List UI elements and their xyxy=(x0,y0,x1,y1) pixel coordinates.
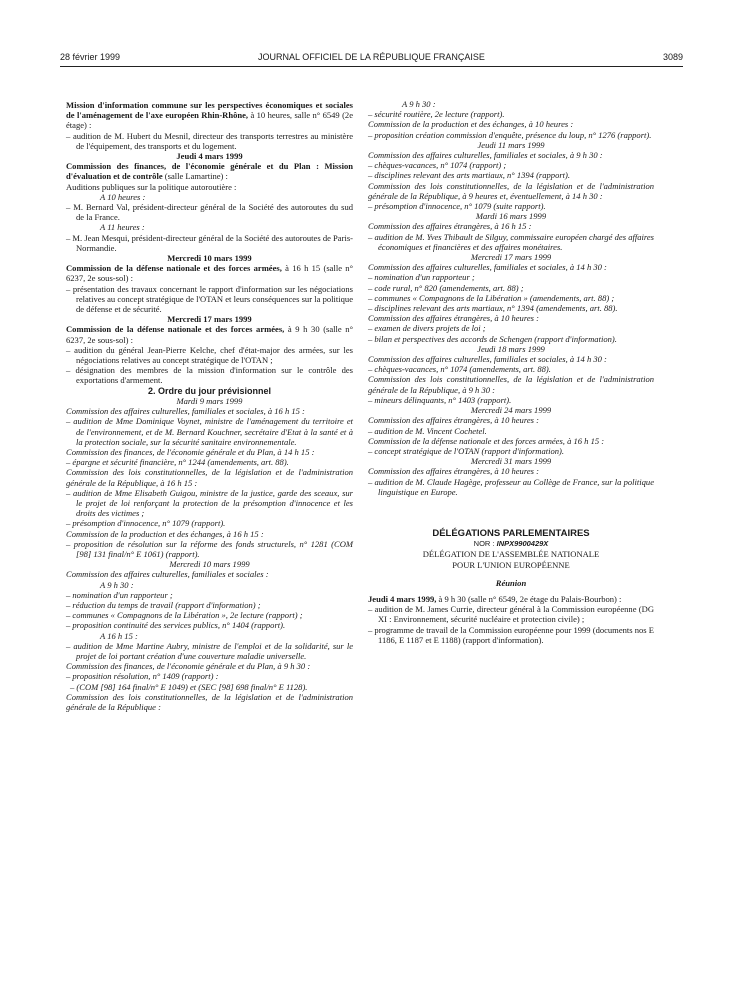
commission-line: Commission des affaires culturelles, familiales et sociales, à 9 h 30 : xyxy=(368,150,603,161)
agenda-block xyxy=(368,221,654,252)
meeting-heading: Réunion xyxy=(495,577,527,588)
agenda-block xyxy=(368,466,654,497)
list-item: – concept stratégique de l'OTAN (rapport d'information). xyxy=(368,445,565,456)
commission-line: Commission des lois constitutionnelles, de la législation et de l'administration générale de la République, à 16 h 15 : xyxy=(66,467,353,488)
commission-line: Commission de la production et des échanges, à 16 h 15 : xyxy=(66,528,264,539)
commission-line: Commission des finances, de l'économie générale et du Plan, à 9 h 30 : xyxy=(66,661,311,672)
right-column xyxy=(368,99,654,645)
date-heading: Jeudi 18 mars 1999 xyxy=(477,343,545,354)
list-item: – proposition résolution, n° 1409 (rapport) : xyxy=(66,671,219,682)
list-item: – épargne et sécurité financière, n° 1244 (amendements, art. 88). xyxy=(66,457,289,468)
list-item: – sécurité routière, 2e lecture (rapport). xyxy=(368,109,505,120)
page-number: 3089 xyxy=(662,52,683,62)
left-column xyxy=(66,100,353,712)
time-label: A 10 heures : xyxy=(100,191,146,202)
list-item: – proposition de résolution sur la réforme des fonds structurels, n° 1281 (COM [98] 131 final/n° E 1061) (rapport). xyxy=(66,538,353,559)
time-label: A 9 h 30 : xyxy=(402,99,436,109)
header-rule xyxy=(60,66,683,67)
list-item: – nomination d'un rapporteur ; xyxy=(368,272,475,283)
list-item: – réduction du temps de travail (rapport d'information) ; xyxy=(66,599,261,610)
commission-line: Commission des lois constitutionnelles, de la législation et de l'administration générale de la République : xyxy=(66,691,353,712)
date-heading: Mercredi 24 mars 1999 xyxy=(470,405,552,416)
list-item: – code rural, n° 820 (amendements, art. 88) ; xyxy=(368,282,524,293)
commission-line: Commission des lois constitutionnelles, de la législation et de l'administration générale de la République, à 9 h 30 : xyxy=(368,374,654,395)
page-header xyxy=(60,52,683,66)
list-item: – audition du général Jean-Pierre Kelche, chef d'état-major des armées, sur les négociations relatives au concept stratégique de l'OTAN ; xyxy=(66,344,353,366)
list-item: – bilan et perspectives des accords de Schengen (rapport d'information). xyxy=(368,333,617,344)
agenda-block xyxy=(368,262,654,344)
agenda-block xyxy=(66,406,353,559)
commission-heading: Commission de la défense nationale et des forces armées, à 9 h 30 (salle n° 6237, 2e sous-sol) : xyxy=(66,324,353,345)
list-item: – audition de M. Yves Thibault de Silguy, commissaire européen chargé des affaires économiques et financières et des affaires monétaires. xyxy=(368,231,654,252)
list-item: – nomination d'un rapporteur ; xyxy=(66,589,173,600)
time-label: A 11 heures : xyxy=(100,222,145,233)
list-item: – proposition création commission d'enquête, présence du loup, n° 1276 (rapport). xyxy=(368,129,652,140)
list-item: – présomption d'innocence, n° 1079 (rapport). xyxy=(66,518,226,529)
commission-line: Commission des affaires étrangères, à 10 heures : xyxy=(368,313,539,324)
time-label: A 16 h 15 : xyxy=(100,630,138,641)
list-item: – M. Jean Mesqui, président-directeur général de la Société des autoroutes de Paris-Normandie. xyxy=(66,232,353,253)
date-heading: Mercredi 31 mars 1999 xyxy=(470,456,552,467)
list-item: – présomption d'innocence, n° 1079 (suite rapport). xyxy=(368,201,546,212)
list-item: – audition de Mme Dominique Voynet, ministre de l'aménagement du territoire et de l'environnement, et de M. Bernard Kouchner, secrétaire d'Etat à la santé et à la protection sociale, sur la sécurité sanitaire environnementale. xyxy=(66,416,353,447)
date-heading: Mercredi 17 mars 1999 xyxy=(167,314,252,325)
commission-line: Commission des affaires étrangères, à 16 h 15 : xyxy=(368,221,532,232)
list-item: – audition de M. Hubert du Mesnil, directeur des transports terrestres au ministère de l'équipement, des transports et du logement. xyxy=(66,130,353,151)
commission-line: Commission des affaires culturelles, familiales et sociales, à 14 h 30 : xyxy=(368,262,607,273)
date-heading: Jeudi 11 mars 1999 xyxy=(477,139,545,150)
list-item: – audition de M. Claude Hagège, professeur au Collège de France, sur la politique linguistique en Europe. xyxy=(368,476,654,497)
list-item: – communes « Compagnons de la Libération », 2e lecture (rapport) ; xyxy=(66,610,303,621)
list-item: – audition de Mme Martine Aubry, ministre de l'emploi et de la solidarité, sur le projet de loi portant création d'une couverture maladie universelle. xyxy=(66,640,353,661)
list-item: – présentation des travaux concernant le rapport d'information sur les négociations relatives au concept stratégique de l'OTAN et leurs conséquences sur la politique de défense et de sécurité. xyxy=(66,283,353,315)
commission-line: Commission des affaires étrangères, à 10 heures : xyxy=(368,415,539,426)
journal-title: JOURNAL OFFICIEL DE LA RÉPUBLIQUE FRANÇAISE xyxy=(258,52,485,62)
section-heading: 2. Ordre du jour prévisionnel xyxy=(147,385,272,396)
list-item: – M. Bernard Val, président-directeur général de la Société des autoroutes du sud de la France. xyxy=(66,202,353,223)
agenda-block xyxy=(66,569,353,712)
list-item: – chèques-vacances, n° 1074 (amendements, art. 88). xyxy=(368,364,551,375)
list-item: – examen de divers projets de loi ; xyxy=(368,323,486,334)
commission-line: Commission de la défense nationale et des forces armées, à 16 h 15 : xyxy=(368,435,605,446)
date-heading: Mercredi 10 mars 1999 xyxy=(167,253,252,264)
list-item: – audition de Mme Elisabeth Guigou, ministre de la justice, garde des sceaux, sur le projet de loi renforçant la protection de la présomption d'innocence et les droits des victimes ; xyxy=(66,487,353,519)
date-heading: Mardi 16 mars 1999 xyxy=(475,211,547,222)
section-title: DÉLÉGATIONS PARLEMENTAIRES xyxy=(432,527,590,539)
date-heading: Jeudi 4 mars 1999 xyxy=(176,151,243,162)
list-item: – audition de M. Vincent Cochetel. xyxy=(368,425,487,436)
commission-line: Commission de la production et des échanges, à 10 heures : xyxy=(368,119,574,130)
commission-line: Commission des lois constitutionnelles, de la législation et de l'administration générale de la République, à 9 heures et, éventuellement, à 14 h 30 : xyxy=(368,180,654,201)
list-item: – mineurs délinquants, n° 1403 (rapport). xyxy=(368,394,512,405)
agenda-block xyxy=(368,354,654,405)
list-item: – chèques-vacances, n° 1074 (rapport) ; xyxy=(368,160,507,171)
text-line: Auditions publiques sur la politique autoroutière : xyxy=(66,181,237,192)
commission-heading: Commission de la défense nationale et des forces armées, à 16 h 15 (salle n° 6237, 2e sous-sol) : xyxy=(66,263,353,284)
nor-reference: NOR : INPX9900429X xyxy=(473,539,549,549)
list-item: – communes « Compagnons de la Libération » (amendements, art. 88) ; xyxy=(368,292,615,303)
mission-heading: Mission d'information commune sur les perspectives économiques et sociales de l'aménagement de l'axe européen Rhin-Rhône, à 10 heures, salle n° 6549 (2e étage) : xyxy=(66,100,354,131)
delegation-title: POUR L'UNION EUROPÉENNE xyxy=(452,559,570,570)
meeting-date: Jeudi 4 mars 1999, à 9 h 30 (salle n° 6549, 2e étage du Palais-Bourbon) : xyxy=(368,593,622,604)
commission-line: Commission des affaires culturelles, familiales et sociales, à 14 h 30 : xyxy=(368,354,607,365)
date-heading: Mardi 9 mars 1999 xyxy=(176,395,243,406)
time-label: A 9 h 30 : xyxy=(100,579,134,590)
list-item: – (COM [98] 164 final/n° E 1049) et (SEC [98] 698 final/n° E 1128). xyxy=(70,681,308,692)
commission-line: Commission des affaires étrangères, à 10 heures : xyxy=(368,466,539,477)
commission-heading: Commission des finances, de l'économie générale et du Plan : Mission d'évaluation et de contrôle (salle Lamartine) : xyxy=(66,161,353,182)
commission-line: Commission des affaires culturelles, familiales et sociales, à 16 h 15 : xyxy=(66,406,305,417)
agenda-block xyxy=(368,99,654,140)
agenda-block xyxy=(368,415,654,456)
list-item: – proposition continuité des services publics, n° 1404 (rapport). xyxy=(66,620,286,631)
list-item: – audition de M. James Currie, directeur général à la Commission européenne (DG XI : Environnement, sécurité nucléaire et protection civile) ; xyxy=(368,604,654,625)
date-heading: Mercredi 17 mars 1999 xyxy=(470,252,552,263)
list-item: – disciplines relevant des arts martiaux, n° 1394 (amendements, art. 88). xyxy=(368,303,618,314)
list-item: – programme de travail de la Commission européenne pour 1999 (documents nos E 1186, E 1187 et E 1188) (rapport d'information). xyxy=(368,624,654,645)
list-item: – disciplines relevant des arts martiaux, n° 1394 (rapport). xyxy=(368,170,571,181)
commission-line: Commission des affaires culturelles, familiales et sociales : xyxy=(66,569,269,580)
date-heading: Mercredi 10 mars 1999 xyxy=(169,559,250,570)
delegation-title: DÉLÉGATION DE L'ASSEMBLÉE NATIONALE xyxy=(422,549,600,560)
header-date: 28 février 1999 xyxy=(60,52,121,62)
agenda-block xyxy=(368,150,654,211)
list-item: – désignation des membres de la mission d'information sur le contrôle des exportations d'armement. xyxy=(66,365,353,386)
commission-line: Commission des finances, de l'économie générale et du Plan, à 14 h 15 : xyxy=(66,446,315,457)
